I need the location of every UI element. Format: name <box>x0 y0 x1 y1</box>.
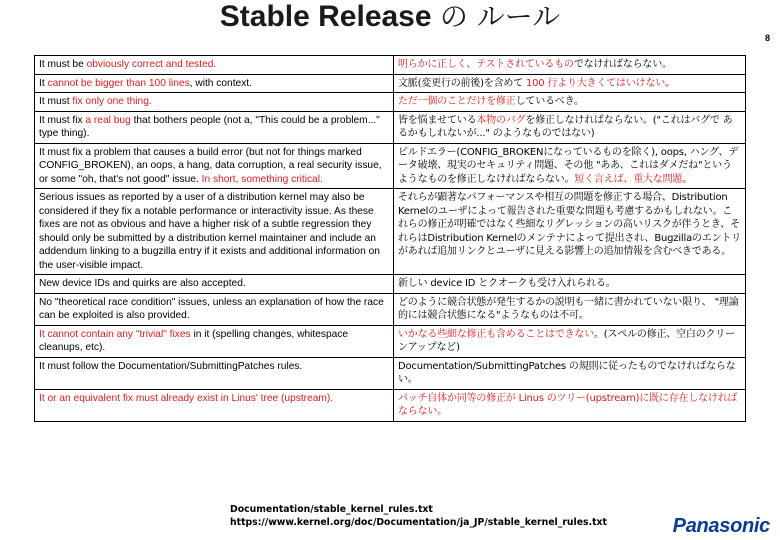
table-row <box>35 389 746 421</box>
rule-ja-cell <box>394 56 746 75</box>
rule-text: No "theoretical race condition" issues, unless an explanation of how the race can be exploited is also provided. <box>39 296 384 321</box>
rule-ja-cell <box>394 293 746 325</box>
table-row <box>35 293 746 325</box>
rule-text: Serious issues as reported by a user of a distribution kernel may also be considered if they fix a notable performance or interactivity issue. As these fixes are not as obvious and have a higher risk of a subtle regression they should only be submitted by a distribution kernel maintainer and include an addendum linking to a bugzilla entry if it exists and additional information on the user-visible impact. <box>39 192 380 271</box>
highlighted-text: fix only one thing. <box>72 96 152 107</box>
rule-en-cell <box>35 111 394 143</box>
reference-link-en[interactable]: Documentation/stable_kernel_rules.txt <box>230 504 433 515</box>
highlighted-text: cannot be bigger than 100 lines <box>47 77 190 89</box>
rule-text: It must fix a problem that causes a build error (but not for things marked CONFIG_BROKEN), an oops, a hang, data corruption, a real security issue, or some "oh, that's not good" issue. <box>39 146 382 185</box>
highlighted-text: いかなる些細な修正も含めることはできない <box>398 328 594 340</box>
rule-ja-cell <box>394 143 746 189</box>
rule-text: New device IDs and quirks are also accepted. <box>39 278 246 289</box>
rules-table-body <box>35 56 746 422</box>
rule-en-cell <box>35 93 394 112</box>
highlighted-text: It or an equivalent fix must already exist in Linus' tree (upstream). <box>39 392 334 404</box>
rule-en-cell <box>35 56 394 75</box>
rule-ja-cell <box>394 357 746 389</box>
rule-en-cell <box>35 275 394 294</box>
table-row <box>35 111 746 143</box>
highlighted-text: 本物のバグ <box>476 114 526 126</box>
rule-ja-cell <box>394 325 746 357</box>
highlighted-text: It cannot contain any "trivial" fixes <box>39 328 191 340</box>
rule-text: It must <box>39 96 73 107</box>
rule-ja-cell <box>394 189 746 275</box>
title-ja: の ルール <box>439 0 561 33</box>
table-row <box>35 143 746 189</box>
rule-text: It <box>39 77 48 89</box>
slide-title <box>0 0 780 34</box>
rule-text: 文脈(変更行の前後)を含めて <box>398 77 526 89</box>
rule-ja-cell <box>394 275 746 294</box>
reference-link-ja[interactable]: https://www.kernel.org/doc/Documentation/ja_JP/stable_kernel_rules.txt <box>230 517 607 528</box>
rule-text: どのように競合状態が発生するかの説明も一緒に書かれていない限り、 "理論的には競合状態になる"ようなものは不可。 <box>398 296 739 321</box>
rule-text: を修正しなければならない。("これはバグで あるかもしれないが..." のようなものではない) <box>398 114 733 139</box>
panasonic-logo: Panasonic <box>672 515 770 537</box>
table-row <box>35 275 746 294</box>
rule-text: 。 <box>665 77 675 89</box>
rule-text: It must be <box>39 59 87 70</box>
highlighted-text: 短く言えば、重大な問題 <box>574 173 683 185</box>
table-row <box>35 74 746 93</box>
table-row <box>35 189 746 275</box>
rule-text: 皆を悩ませている <box>398 114 477 126</box>
rule-text: that bothers people (not a, "This could be a problem..." type thing). <box>39 114 380 139</box>
table-row <box>35 56 746 75</box>
rule-ja-cell <box>394 389 746 421</box>
rule-ja-cell <box>394 93 746 112</box>
rule-en-cell <box>35 325 394 357</box>
highlighted-text: パッチ自体か同等の修正が Linus のツリー(upstream)に既に存在しなければならない。 <box>398 392 738 417</box>
rule-text: 。 <box>682 173 693 185</box>
rule-text: It must fix <box>39 114 86 126</box>
title-en: Stable Release <box>219 0 440 33</box>
rule-text: でなければならない。 <box>573 59 672 70</box>
rules-table <box>34 55 746 422</box>
highlighted-text: obviously correct and tested. <box>86 59 217 70</box>
highlighted-text: In short, something critical. <box>201 173 323 185</box>
page-number: 8 <box>764 33 770 43</box>
highlighted-text: ただ一個のことだけを修正 <box>398 96 516 107</box>
rule-text: 。(スペルの修正、空白のクリー ンアップなど) <box>398 328 735 353</box>
table-row <box>35 325 746 357</box>
rule-en-cell <box>35 293 394 325</box>
rule-text: 新しい device ID とクオークも受け入れられる。 <box>398 278 616 289</box>
rule-en-cell <box>35 143 394 189</box>
highlighted-text: 明らかに正しく、テストされているもの <box>398 59 574 70</box>
rule-ja-cell <box>394 74 746 93</box>
rule-text: それらが顕著なパフォーマンスや相互の問題を修正する場合、Distribution Kernelのユーザによって報告された重要な問題も考慮するかもしれない。これらの修正が明確ではなく些細なリグレッションの高いリスクが伴うとき、それらはDistribution Kernelのメンテナによって提出され、Bugzillaのエントリがあれば追加リンクとユーザに見える影響上の追加情報を含むべきである。 <box>398 192 741 257</box>
rule-text: ビルドエラー(CONFIG_BROKENになっているものを除く), oops, ハング、データ破壊、現実のセキュリティ問題、その他 "ああ、これはダメだね"という ようなものを修正しなければならない。 <box>398 146 739 185</box>
rule-text: in it (spelling changes, whitespace cleanups, etc). <box>39 328 349 353</box>
rule-en-cell <box>35 357 394 389</box>
table-row <box>35 357 746 389</box>
table-row <box>35 93 746 112</box>
rule-text: , with context. <box>189 77 252 89</box>
reference-links <box>230 503 607 529</box>
rule-text: It must follow the Documentation/SubmittingPatches rules. <box>39 360 303 372</box>
rule-en-cell <box>35 389 394 421</box>
rule-en-cell <box>35 189 394 275</box>
highlighted-text: 100 行より大きくてはいけない <box>525 77 666 89</box>
rule-text: しているべき。 <box>515 96 584 107</box>
rule-ja-cell <box>394 111 746 143</box>
highlighted-text: a real bug <box>85 114 131 126</box>
rule-text: Documentation/SubmittingPatches の規則に従ったものでなければならない。 <box>398 360 736 385</box>
rule-en-cell <box>35 74 394 93</box>
